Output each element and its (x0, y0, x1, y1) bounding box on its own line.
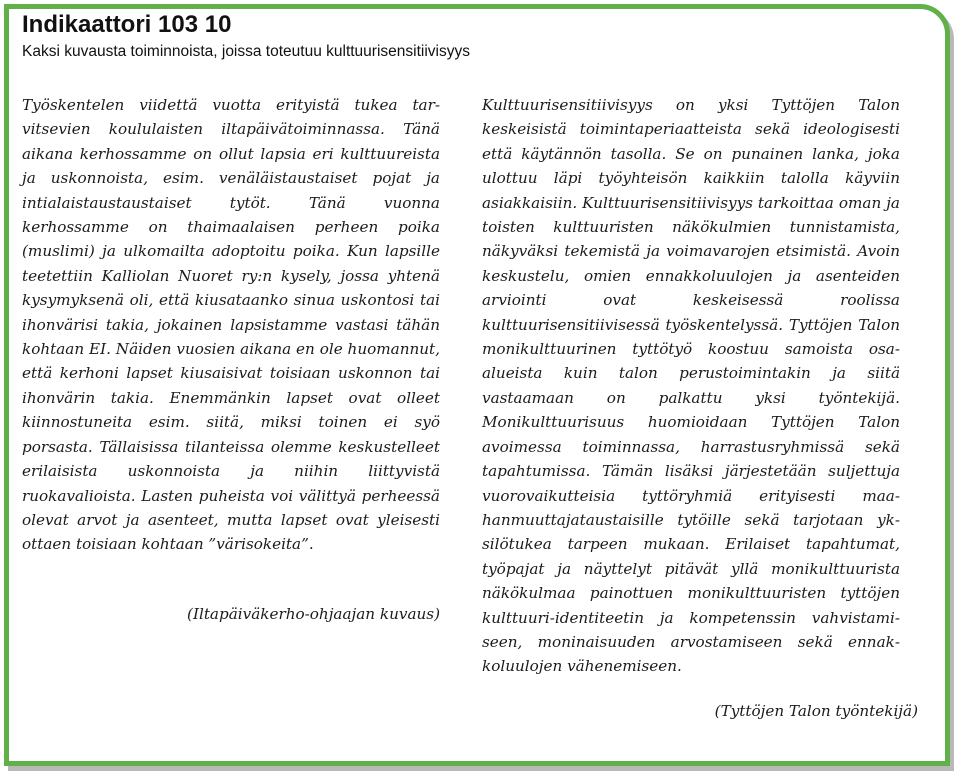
right-description-text: Kulttuurisensitiivisyys on yksi Tyttöjen Talon keskeisistä toimintaperiaatteista sekä ideologisesti että käytännön tasolla. Se on punainen lanka, joka ulottuu läpi työyhteisön kaikkiin talolla käyviin asiakkaisiin. Kulttuurisensitiivisyys tarkoittaa oman ja toisten kulttuuristen näkökulmien tunnistamista, näkyväksi tekemistä ja voimavarojen etsimistä. Avoin keskustelu, omien ennakkoluulojen ja asenteiden arviointi ovat keskeisessä roolissa kulttuurisensitiivisessä työskentelyssä. Tyttöjen Talon monikulttuurinen tyttötyö koostuu samoista osa-alueista kuin talon perustoimintakin ja siitä vastaamaan on palkattu yksi työntekijä. Monikulttuurisuus huomioidaan Tyttöjen Talon avoimessa toiminnassa, harrastusryhmissä sekä tapahtumissa. Tämän lisäksi järjestetään suljettuja vuorovaikutteisia tyttöryhmiä erityisesti maahanmuuttajataustaisille tytöille sekä tarjotaan yksilötukea tarpeen mukaan. Erilaiset tapahtumat, työpajat ja näyttelyt pitävät yllä monikulttuurista näkökulmaa painottuen monikulttuuristen tyttöjen kulttuuri-identiteetin ja kompetenssin vahvistamiseen, moninaisuuden arvostamiseen sekä ennakkoluulojen vähenemiseen. (482, 96, 900, 676)
page-title: Indikaattori 103 10 (22, 11, 232, 38)
right-attribution: (Tyttöjen Talon työntekijä) (714, 702, 918, 720)
left-description-column (22, 93, 440, 557)
page-subtitle: Kaksi kuvausta toiminnoista, joissa toteutuu kulttuurisensitiivisyys (22, 43, 470, 60)
right-description-column (482, 93, 900, 679)
left-description-text: Työskentelen viidettä vuotta erityistä tukea tarvitsevien koululaisten iltapäivätoiminnassa. Tänä aikana kerhossamme on ollut lapsia eri kulttuureista ja uskonnoista, esim. venäläistaustaiset pojat ja intialaistaustaustaiset tytöt. Tänä vuonna kerhossamme on thaimaalaisen perheen poika (muslimi) ja ulkomailta adoptoitu poika. Kun lapsille teetettiin Kalliolan Nuoret ry:n kysely, jossa yhtenä kysymyksenä oli, että kiusataanko sinua uskontosi tai ihonvärisi takia, jokainen lapsistamme vastasi tähän kohtaan EI. Näiden vuosien aikana en ole huomannut, että kerhoni lapset kiusaisivat toisiaan uskonnon tai ihonvärin takia. Enemmänkin lapset ovat olleet kiinnostuneita esim. siitä, miksi toinen ei syö porsasta. Tällaisissa tilanteissa olemme keskustelleet erilaisista uskonnoista ja niihin liittyvistä ruokavalioista. Lasten puheista voi välittyä perheessä olevat arvot ja asenteet, mutta lapset ovat yleisesti ottaen toisiaan kohtaan ”värisokeita”. (22, 96, 440, 554)
left-attribution: (Iltapäiväkerho-ohjaajan kuvaus) (187, 605, 440, 623)
